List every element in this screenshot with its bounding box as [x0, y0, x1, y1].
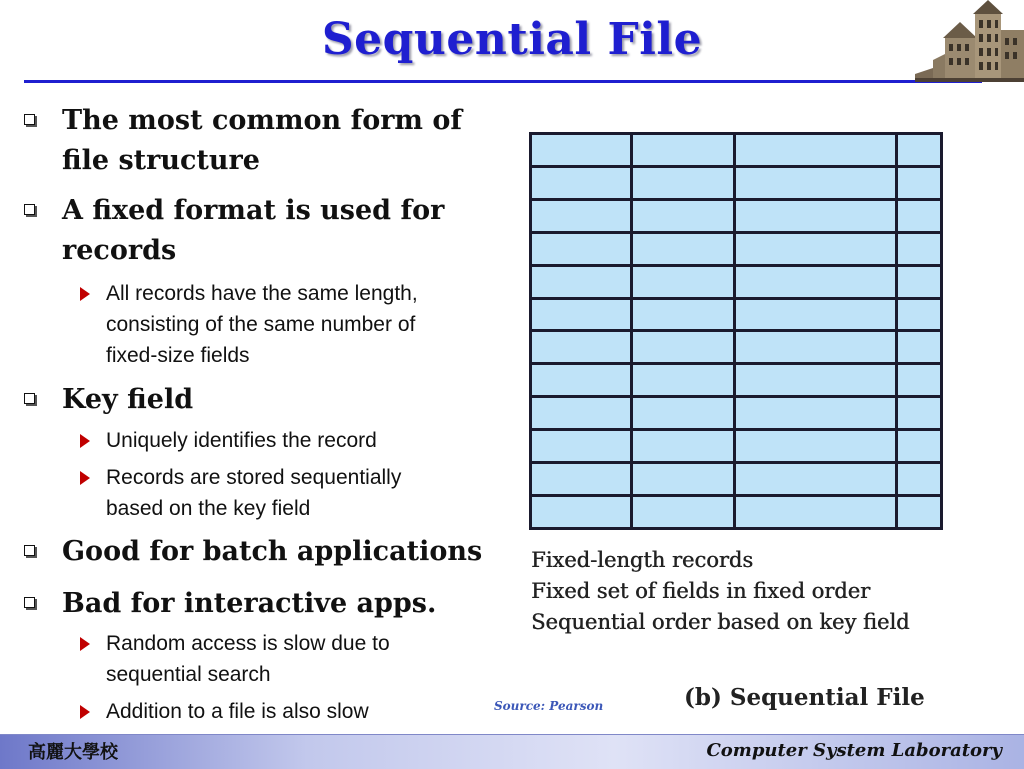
- record-field-cell: [631, 495, 735, 528]
- record-field-cell: [531, 298, 632, 331]
- footer-lab-name: Computer System Laboratory: [706, 740, 1002, 761]
- record-field-cell: [896, 134, 941, 167]
- arrow-bullet-icon: [80, 637, 90, 651]
- caption-sequential-order: Sequential order based on key field: [531, 610, 910, 634]
- record-field-cell: [531, 265, 632, 298]
- subbullet-text: Random access is slow due to: [106, 632, 390, 655]
- footer-bar: [0, 734, 1024, 769]
- figure-subcaption: (b) Sequential File: [684, 684, 925, 711]
- subbullet-text: All records have the same length,: [106, 282, 418, 305]
- checkbox-bullet-icon: [24, 545, 35, 556]
- bullet-text: file structure: [62, 145, 260, 176]
- bullet-text: records: [62, 235, 177, 266]
- caption-fixed-length: Fixed-length records: [531, 548, 753, 572]
- record-field-cell: [631, 134, 735, 167]
- record-field-cell: [896, 166, 941, 199]
- record-field-cell: [735, 331, 896, 364]
- source-note: Source: Pearson: [494, 699, 604, 713]
- record-field-cell: [631, 331, 735, 364]
- record-row: [531, 298, 942, 331]
- record-row: [531, 331, 942, 364]
- bullet-text: The most common form of: [62, 105, 463, 136]
- record-field-cell: [896, 232, 941, 265]
- subbullet-text: Uniquely identifies the record: [106, 429, 377, 452]
- record-field-cell: [735, 495, 896, 528]
- arrow-bullet-icon: [80, 434, 90, 448]
- record-field-cell: [531, 430, 632, 463]
- subbullet-text: fixed-size fields: [106, 344, 250, 367]
- record-field-cell: [531, 397, 632, 430]
- checkbox-bullet-icon: [24, 597, 35, 608]
- record-field-cell: [531, 199, 632, 232]
- record-field-cell: [735, 232, 896, 265]
- record-field-cell: [735, 134, 896, 167]
- checkbox-bullet-icon: [24, 393, 35, 404]
- subbullet-text: based on the key field: [106, 497, 311, 520]
- checkbox-bullet-icon: [24, 204, 35, 215]
- record-field-cell: [896, 495, 941, 528]
- record-row: [531, 166, 942, 199]
- bullet-text: Bad for interactive apps.: [62, 588, 437, 619]
- subbullet-text: sequential search: [106, 663, 271, 686]
- record-field-cell: [896, 463, 941, 496]
- record-row: [531, 397, 942, 430]
- record-field-cell: [896, 199, 941, 232]
- record-field-cell: [631, 298, 735, 331]
- record-field-cell: [735, 166, 896, 199]
- bullet-text: A fixed format is used for: [62, 195, 445, 226]
- arrow-bullet-icon: [80, 287, 90, 301]
- record-field-cell: [735, 430, 896, 463]
- record-row: [531, 463, 942, 496]
- record-field-cell: [896, 364, 941, 397]
- record-field-cell: [735, 199, 896, 232]
- record-grid: [529, 132, 943, 530]
- record-field-cell: [631, 232, 735, 265]
- record-field-cell: [631, 364, 735, 397]
- record-field-cell: [896, 331, 941, 364]
- checkbox-bullet-icon: [24, 114, 35, 125]
- record-field-cell: [735, 397, 896, 430]
- title-divider: [24, 80, 982, 83]
- footer-university-name: 高麗大學校: [28, 742, 118, 763]
- caption-fixed-fields: Fixed set of fields in fixed order: [531, 579, 871, 603]
- bullet-text: Good for batch applications: [62, 536, 483, 567]
- record-row: [531, 134, 942, 167]
- record-field-cell: [531, 463, 632, 496]
- record-field-cell: [631, 430, 735, 463]
- record-field-cell: [631, 265, 735, 298]
- record-field-cell: [631, 397, 735, 430]
- subbullet-text: Addition to a file is also slow: [106, 700, 369, 723]
- subbullet-text: Records are stored sequentially: [106, 466, 402, 489]
- arrow-bullet-icon: [80, 705, 90, 719]
- bullet-text: Key field: [62, 384, 194, 415]
- record-field-cell: [735, 298, 896, 331]
- record-field-cell: [531, 232, 632, 265]
- record-row: [531, 495, 942, 528]
- record-field-cell: [735, 364, 896, 397]
- record-field-cell: [531, 331, 632, 364]
- record-field-cell: [735, 265, 896, 298]
- slide-title: Sequential File: [321, 14, 703, 65]
- record-field-cell: [896, 298, 941, 331]
- record-field-cell: [631, 463, 735, 496]
- record-field-cell: [531, 134, 632, 167]
- subbullet-text: consisting of the same number of: [106, 313, 416, 336]
- record-field-cell: [896, 430, 941, 463]
- university-building-logo: [915, 0, 1024, 82]
- record-field-cell: [896, 265, 941, 298]
- record-field-cell: [631, 166, 735, 199]
- record-field-cell: [531, 364, 632, 397]
- record-field-cell: [896, 397, 941, 430]
- record-row: [531, 199, 942, 232]
- record-field-cell: [631, 199, 735, 232]
- record-row: [531, 265, 942, 298]
- arrow-bullet-icon: [80, 471, 90, 485]
- record-field-cell: [531, 495, 632, 528]
- record-row: [531, 430, 942, 463]
- record-row: [531, 364, 942, 397]
- record-field-cell: [531, 166, 632, 199]
- record-row: [531, 232, 942, 265]
- record-field-cell: [735, 463, 896, 496]
